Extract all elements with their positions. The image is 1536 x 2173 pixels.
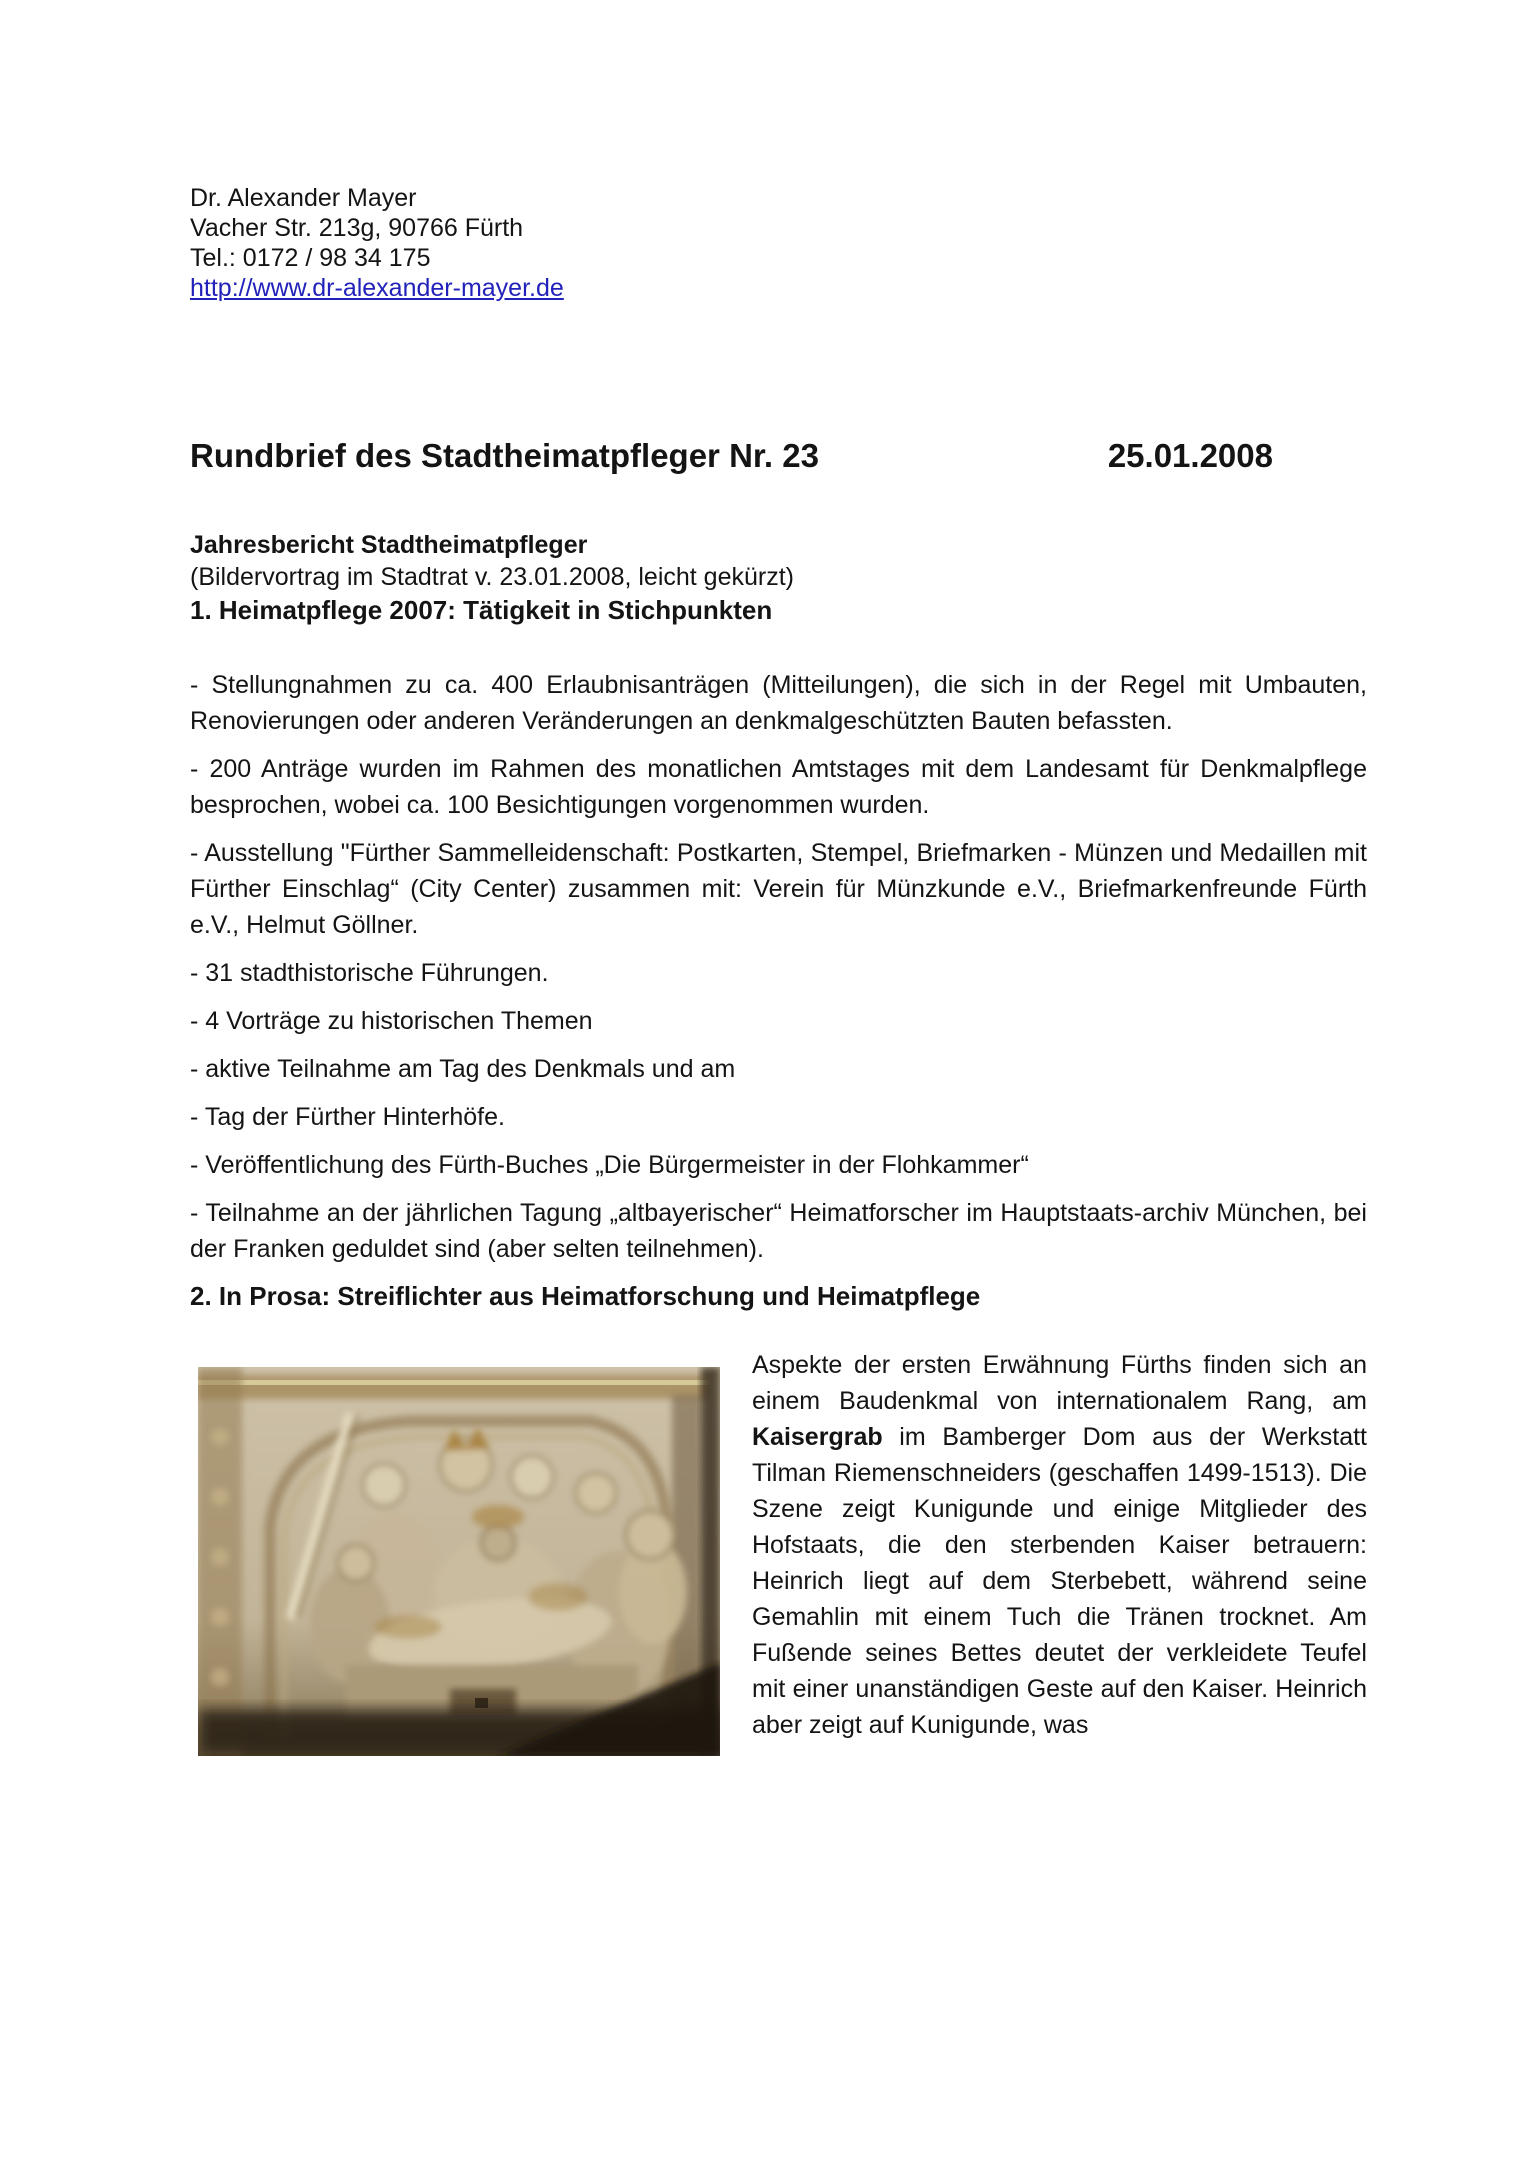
prose-section	[190, 1347, 1367, 1768]
subtitle-block	[190, 529, 1367, 593]
bullet-paragraph: - aktive Teilnahme am Tag des Denkmals und am	[190, 1055, 736, 1083]
sender-name: Dr. Alexander Mayer	[190, 184, 417, 212]
kaisergrab-relief-photo	[198, 1367, 720, 1756]
title-row	[190, 435, 1273, 477]
prose-bold-term: Kaisergrab	[752, 1423, 883, 1451]
bullet-paragraph: - Veröffentlichung des Fürth-Buches „Die Bürgermeister in der Flohkammer“	[190, 1151, 1029, 1179]
page-title: Rundbrief des Stadtheimatpfleger Nr. 23	[190, 437, 819, 474]
sender-phone: Tel.: 0172 / 98 34 175	[190, 244, 431, 272]
subtitle-note: (Bildervortrag im Stadtrat v. 23.01.2008, leicht gekürzt)	[190, 563, 794, 591]
bullet-paragraph: - Tag der Fürther Hinterhöfe.	[190, 1103, 505, 1131]
sender-address: Vacher Str. 213g, 90766 Fürth	[190, 214, 524, 242]
prose-text-before: Aspekte der ersten Erwähnung Fürths finden sich an einem Baudenkmal von internationalem Rang, am	[752, 1351, 1367, 1415]
subtitle: Jahresbericht Stadtheimatpfleger	[190, 531, 588, 559]
bullet-paragraph: - 200 Anträge wurden im Rahmen des monatlichen Amtstages mit dem Landesamt für Denkmalpflege besprochen, wobei ca. 100 Besichtigungen vorgenommen wurden.	[190, 755, 1367, 819]
bullet-paragraph: - 31 stadthistorische Führungen.	[190, 959, 549, 987]
section-1-heading: 1. Heimatpflege 2007: Tätigkeit in Stichpunkten	[190, 595, 773, 625]
sender-website-link[interactable]: http://www.dr-alexander-mayer.de	[190, 274, 564, 302]
bullet-paragraph: - Stellungnahmen zu ca. 400 Erlaubnisanträgen (Mitteilungen), die sich in der Regel mit Umbauten, Renovierungen oder anderen Veränderungen an denkmalgeschützten Bauten befassten.	[190, 671, 1367, 735]
prose-text-after: im Bamberger Dom aus der Werkstatt Tilman Riemenschneiders (geschaffen 1499-1513). Die Szene zeigt Kunigunde und einige Mitglieder des Hofstaats, die den sterbenden Kaiser betrauern: Heinrich liegt auf dem Sterbebett, während seine Gemahlin mit einem Tuch die Tränen trocknet. Am Fußende seines Bettes deutet der verkleidete Teufel mit einer unanständigen Geste auf den Kaiser. Heinrich aber zeigt auf Kunigunde, was	[752, 1423, 1367, 1739]
bullet-paragraph: - Teilnahme an der jährlichen Tagung „altbayerischer“ Heimatforscher im Hauptstaats-archiv München, bei der Franken geduldet sind (aber selten teilnehmen).	[190, 1199, 1367, 1263]
document-date: 25.01.2008	[1107, 437, 1273, 474]
sender-block	[190, 183, 1367, 303]
bullet-paragraph: - Ausstellung "Fürther Sammelleidenschaft: Postkarten, Stempel, Briefmarken - Münzen und Medaillen mit Fürther Einschlag“ (City Center) zusammen mit: Verein für Münzkunde e.V., Briefmarkenfreunde Fürth e.V., Helmut Göllner.	[190, 839, 1367, 939]
section-2-heading: 2. In Prosa: Streiflichter aus Heimatforschung und Heimatpflege	[190, 1281, 981, 1311]
bullet-paragraph: - 4 Vorträge zu historischen Themen	[190, 1007, 593, 1035]
